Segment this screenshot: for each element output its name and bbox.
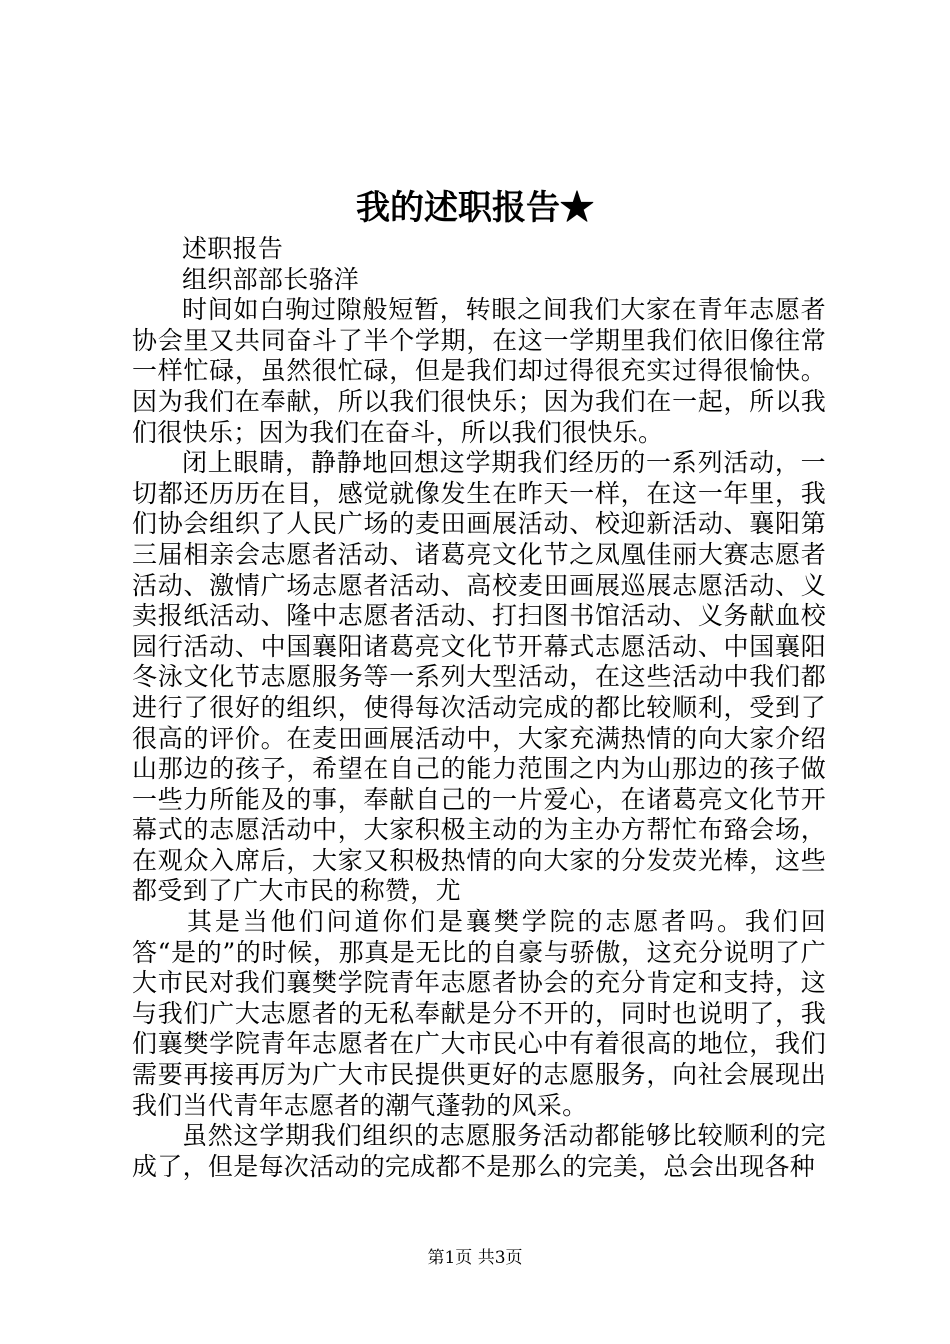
- paragraph-2: 闭上眼睛，静静地回想这学期我们经历的一系列活动，一切都还历历在目，感觉就像发生在昨天一样，在这一年里，我们协会组织了人民广场的麦田画展活动、校迎新活动、襄阳第三届相亲会志愿者活动、诸葛亮文化节之凤凰佳丽大赛志愿者活动、激情广场志愿者活动、高校麦田画展巡展志愿活动、义卖报纸活动、隆中志愿者活动、打扫图书馆活动、义务献血校园行活动、中国襄阳诸葛亮文化节开幕式志愿活动、中国襄阳冬泳文化节志愿服务等一系列大型活动，在这些活动中我们都进行了很好的组织，使得每次活动完成的都比较顺利，受到了很高的评价。在麦田画展活动中，大家充满热情的向大家介绍山那边的孩子，希望在自己的能力范围之内为山那边的孩子做一些力所能及的事，奉献自己的一片爱心，在诸葛亮文化节开幕式的志愿活动中，大家积极主动的为主办方帮忙布臵会场，在观众入席后，大家又积极热情的向大家的分发荧光棒，这些都受到了广大市民的称赞，尤: [132, 448, 826, 906]
- paragraph-3: 其是当他们问道你们是襄樊学院的志愿者吗。我们回答“是的”的时候，那真是无比的自豪与骄傲，这充分说明了广大市民对我们襄樊学院青年志愿者协会的充分肯定和支持，这与我们广大志愿者的无私奉献是分不开的，同时也说明了，我们襄樊学院青年志愿者在广大市民心中有着很高的地位，我们需要再接再厉为广大市民提供更好的志愿服务，向社会展现出我们当代青年志愿者的潮气蓬勃的风采。: [132, 907, 826, 1120]
- document-body: [132, 234, 826, 1182]
- report-heading: 述职报告: [182, 234, 284, 263]
- document-title: 我的述职报告★: [356, 188, 594, 228]
- page-footer: 第1页 共3页: [427, 1248, 523, 1268]
- paragraph-4: 虽然这学期我们组织的志愿服务活动都能够比较顺利的完成了，但是每次活动的完成都不是那么的完美，总会出现各种: [132, 1121, 826, 1181]
- paragraph-1: 时间如白驹过隙般短暂，转眼之间我们大家在青年志愿者协会里又共同奋斗了半个学期，在这一学期里我们依旧像往常一样忙碌，虽然很忙碌，但是我们却过得很充实过得很愉快。因为我们在奉献，所以我们很快乐；因为我们在一起，所以我们很快乐；因为我们在奋斗，所以我们很快乐。: [132, 295, 826, 447]
- author-line: 组织部部长骆洋: [182, 264, 360, 294]
